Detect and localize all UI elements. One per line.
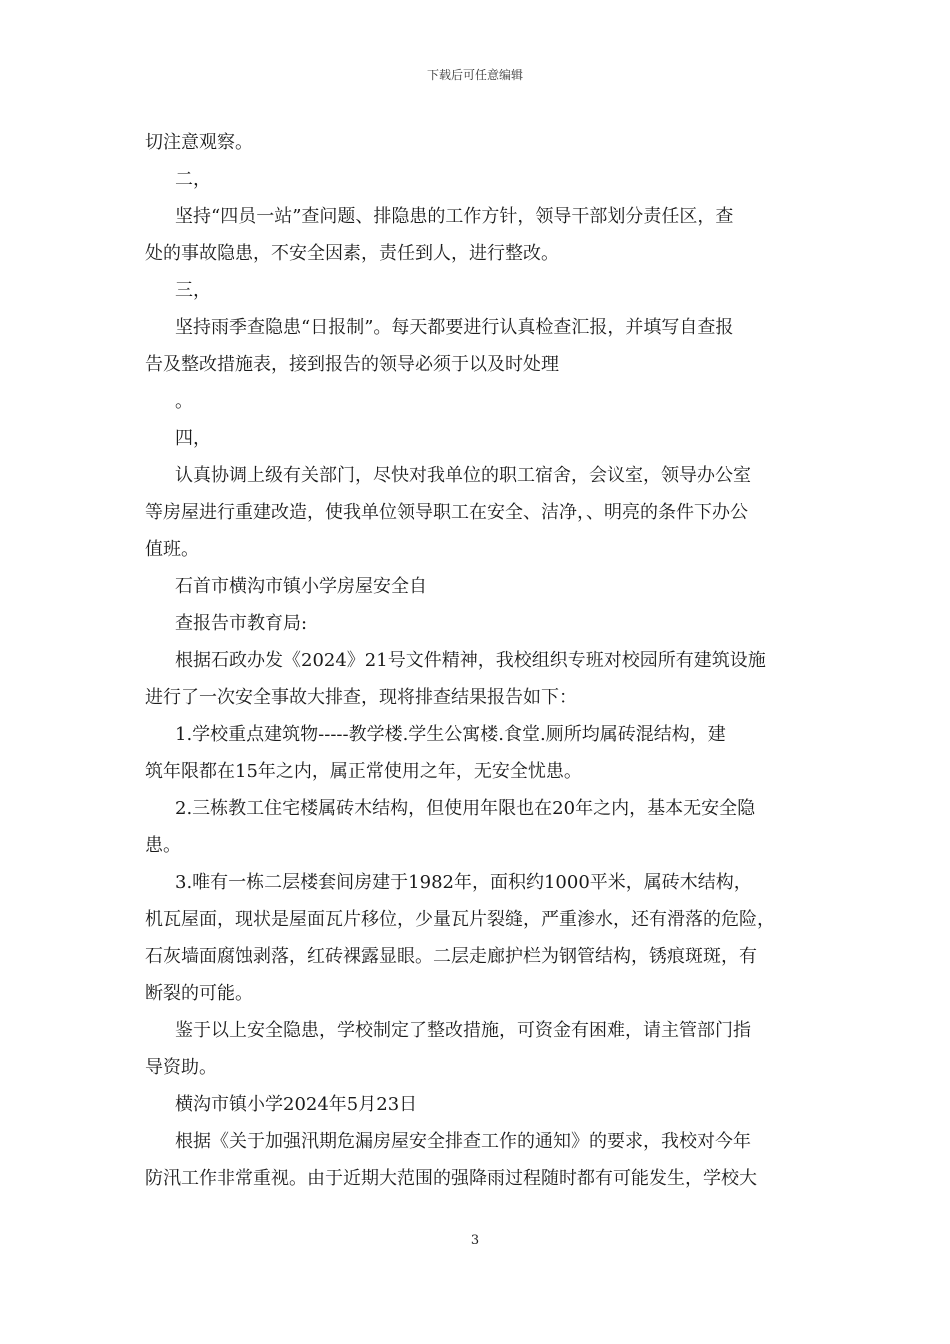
text-line: 坚持雨季查隐患“日报制”。每天都要进行认真检查汇报，并填写自查报 xyxy=(175,317,734,338)
text-line: 进行了一次安全事故大排查，现将排查结果报告如下： xyxy=(145,687,577,708)
text-line: 坚持“四员一站”查问题、排隐患的工作方针，领导干部划分责任区，查 xyxy=(175,206,734,227)
text-line: 告及整改措施表，接到报告的领导必须于以及时处理 xyxy=(145,354,559,375)
text-line: 认真协调上级有关部门，尽快对我单位的职工宿舍，会议室，领导办公室 xyxy=(175,465,751,486)
text-line: 横沟市镇小学2024年5月23日 xyxy=(175,1094,418,1115)
text-line: 。 xyxy=(175,391,193,412)
text-line: 石灰墙面腐蚀剥落，红砖裸露显眼。二层走廊护栏为钢管结构，锈痕斑斑，有 xyxy=(145,946,757,967)
text-line: 根据《关于加强汛期危漏房屋安全排查工作的通知》的要求，我校对今年 xyxy=(175,1131,751,1152)
text-line: 鉴于以上安全隐患，学校制定了整改措施，可资金有困难，请主管部门指 xyxy=(175,1020,751,1041)
document-body xyxy=(145,124,809,1197)
text-line: 导资助。 xyxy=(145,1057,217,1078)
text-line: 3.唯有一栋二层楼套间房建于1982年，面积约1000平米，属砖木结构， xyxy=(175,872,752,893)
text-line: 三， xyxy=(175,280,211,301)
page-number: 3 xyxy=(470,1233,480,1248)
text-line: 值班。 xyxy=(145,539,199,560)
text-line: 防汛工作非常重视。由于近期大范围的强降雨过程随时都有可能发生，学校大 xyxy=(145,1168,757,1189)
text-line: 二， xyxy=(175,169,211,190)
text-line: 处的事故隐患，不安全因素，责任到人，进行整改。 xyxy=(145,243,559,264)
text-line: 断裂的可能。 xyxy=(145,983,253,1004)
text-line: 查报告市教育局: xyxy=(175,613,308,634)
text-line: 四， xyxy=(175,428,211,449)
text-line: 石首市横沟市镇小学房屋安全自 xyxy=(175,576,427,597)
text-line: 机瓦屋面，现状是屋面瓦片移位，少量瓦片裂缝，严重渗水，还有滑落的危险， xyxy=(145,909,775,930)
page-header: 下载后可任意编辑 xyxy=(426,68,523,82)
text-line: 2.三栋教工住宅楼属砖木结构，但使用年限也在20年之内，基本无安全隐 xyxy=(175,798,756,819)
text-line: 根据石政办发《2024》21号文件精神，我校组织专班对校园所有建筑设施 xyxy=(175,650,766,671)
text-line: 患。 xyxy=(145,835,181,856)
text-line: 切注意观察。 xyxy=(145,132,253,153)
text-line: 筑年限都在15年之内，属正常使用之年，无安全忧患。 xyxy=(145,761,582,782)
text-line: 等房屋进行重建改造，使我单位领导职工在安全、洁净，、明亮的条件下办公 xyxy=(145,502,748,523)
text-line: 1.学校重点建筑物-----教学楼.学生公寓楼.食堂.厕所均属砖混结构，建 xyxy=(175,724,726,745)
